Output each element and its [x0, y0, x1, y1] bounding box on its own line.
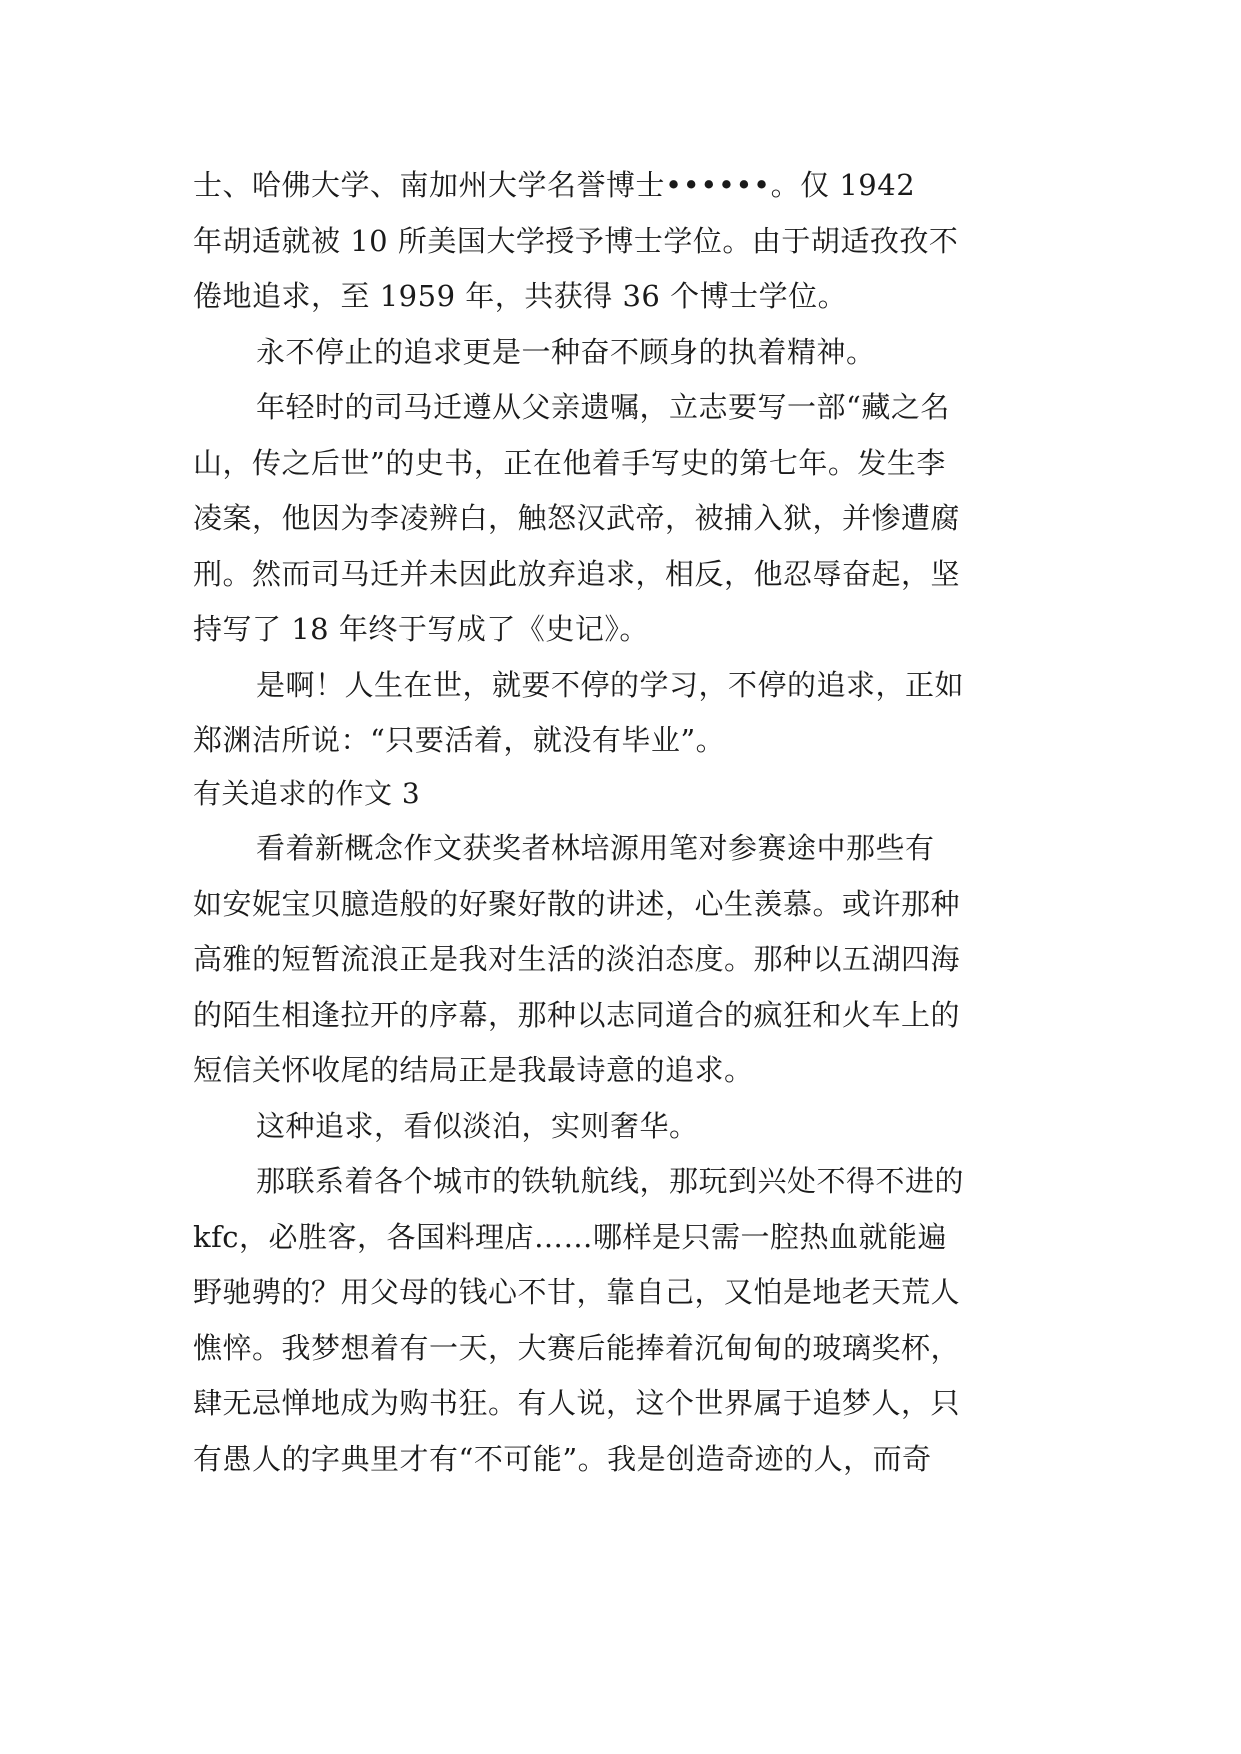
text-line: 郑渊洁所说：“只要活着，就没有毕业”。 — [193, 723, 726, 757]
paragraph-first-line: 永不停止的追求更是一种奋不顾身的执着精神。 — [256, 335, 876, 369]
text-line: 凌案，他因为李凌辨白，触怒汉武帝，被捕入狱，并惨遭腐 — [193, 501, 961, 535]
text-line: 野驰骋的？用父母的钱心不甘，靠自己，又怕是地老天荒人 — [193, 1275, 961, 1309]
text-line: 如安妮宝贝臆造般的好聚好散的讲述，心生羡慕。或许那种 — [193, 887, 961, 921]
paragraph-first-line: 年轻时的司马迁遵从父亲遗嘱，立志要写一部“藏之名 — [256, 390, 950, 424]
paragraph-first-line: 那联系着各个城市的铁轨航线，那玩到兴处不得不进的 — [256, 1164, 965, 1198]
text-line: 刑。然而司马迁并未因此放弃追求，相反，他忍辱奋起，坚 — [193, 557, 961, 591]
text-line: 肆无忌惮地成为购书狂。有人说，这个世界属于追梦人，只 — [193, 1386, 961, 1420]
text-line: 山，传之后世”的史书，正在他着手写史的第七年。发生李 — [193, 446, 946, 480]
section-heading: 有关追求的作文 3 — [193, 777, 421, 810]
paragraph-first-line: 是啊！人生在世，就要不停的学习，不停的追求，正如 — [256, 668, 965, 702]
text-line: 高雅的短暂流浪正是我对生活的淡泊态度。那种以五湖四海 — [193, 942, 961, 976]
text-line: 短信关怀收尾的结局正是我最诗意的追求。 — [193, 1053, 754, 1087]
text-line: 年胡适就被 10 所美国大学授予博士学位。由于胡适孜孜不 — [193, 224, 959, 258]
text-line: 有愚人的字典里才有“不可能”。我是创造奇迹的人，而奇 — [193, 1442, 932, 1476]
paragraph-first-line: 看着新概念作文获奖者林培源用笔对参赛途中那些有 — [256, 831, 935, 865]
text-line: 的陌生相逢拉开的序幕，那种以志同道合的疯狂和火车上的 — [193, 998, 961, 1032]
paragraph-first-line: 这种追求，看似淡泊，实则奢华。 — [256, 1109, 699, 1143]
text-line: 憔悴。我梦想着有一天，大赛后能捧着沉甸甸的玻璃奖杯， — [193, 1331, 961, 1365]
text-line: 士、哈佛大学、南加州大学名誉博士••••••。仅 1942 — [193, 168, 916, 202]
text-line: 持写了 18 年终于写成了《史记》。 — [193, 612, 649, 646]
text-line: kfc，必胜客，各国料理店……哪样是只需一腔热血就能遍 — [193, 1220, 948, 1254]
text-line: 倦地追求，至 1959 年，共获得 36 个博士学位。 — [193, 279, 848, 313]
